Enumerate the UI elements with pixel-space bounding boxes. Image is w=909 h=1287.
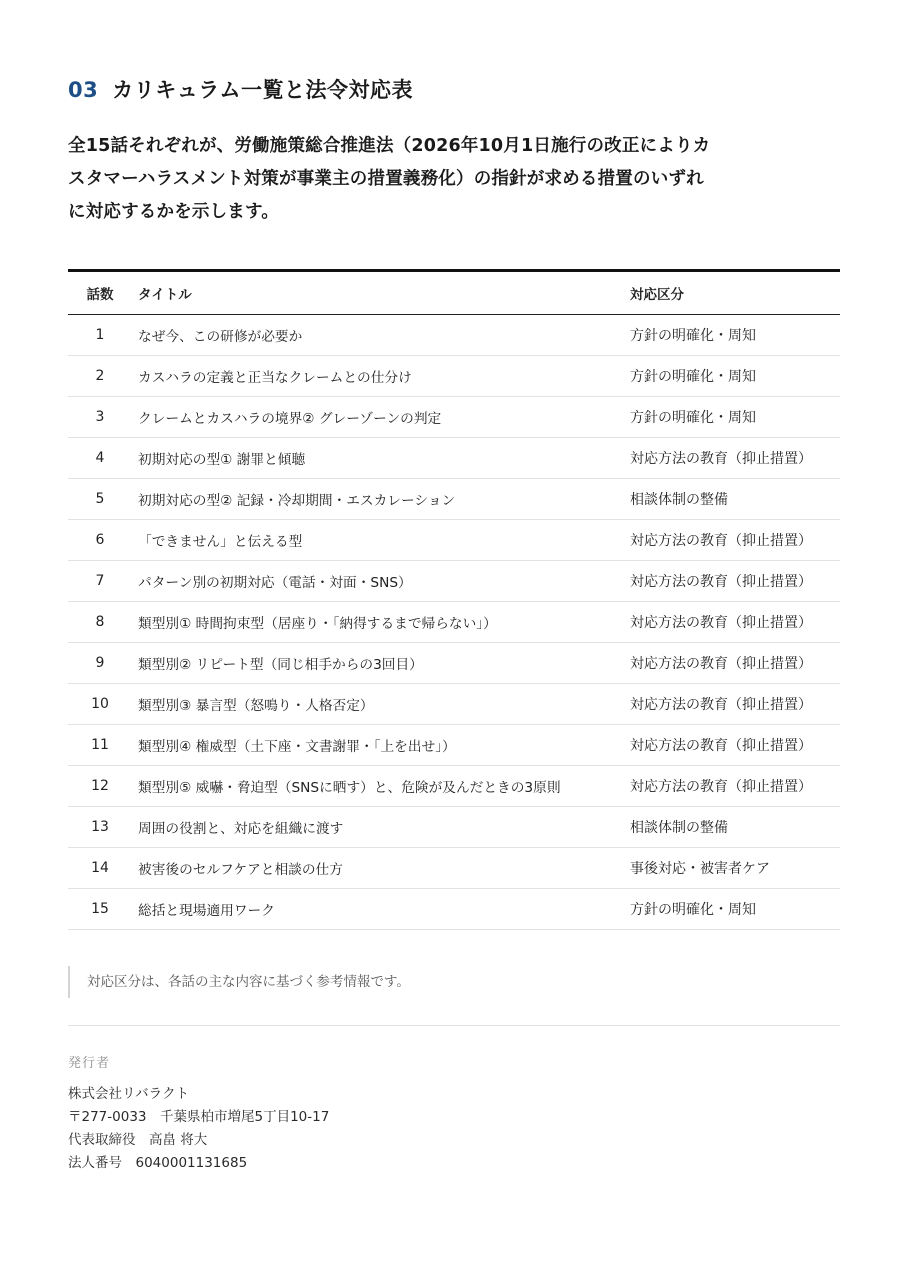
- episode-number-cell: 6: [68, 520, 132, 561]
- episode-number-cell: 4: [68, 438, 132, 479]
- table-row: [68, 561, 840, 602]
- category-cell: 方針の明確化・周知: [630, 397, 840, 438]
- episode-title-cell: 被害後のセルフケアと相談の仕方: [132, 848, 630, 889]
- episode-number-cell: 11: [68, 725, 132, 766]
- episode-title-cell: 類型別④ 権威型（土下座・文書謝罪・「上を出せ」）: [132, 725, 630, 766]
- episode-title-cell: 初期対応の型① 謝罪と傾聴: [132, 438, 630, 479]
- episode-title-cell: クレームとカスハラの境界② グレーゾーンの判定: [132, 397, 630, 438]
- table-header-row: [68, 271, 840, 315]
- episode-title-cell: 「できません」と伝える型: [132, 520, 630, 561]
- table-row: [68, 684, 840, 725]
- publisher-corporate-number: 法人番号 6040001131685: [68, 1155, 248, 1171]
- header-title: タイトル: [132, 271, 630, 315]
- episode-title-cell: 周囲の役割と、対応を組織に渡す: [132, 807, 630, 848]
- episode-title-cell: 類型別③ 暴言型（怒鳴り・人格否定）: [132, 684, 630, 725]
- category-cell: 対応方法の教育（抑止措置）: [630, 643, 840, 684]
- table-row: [68, 438, 840, 479]
- episode-number-cell: 3: [68, 397, 132, 438]
- section-number: 03: [68, 78, 99, 102]
- publisher-info: [68, 1083, 329, 1175]
- table-row: [68, 643, 840, 684]
- episode-title-cell: 類型別⑤ 威嚇・脅迫型（SNSに晒す）と、危険が及んだときの3原則: [132, 766, 630, 807]
- table-body: [68, 315, 840, 930]
- table-row: [68, 479, 840, 520]
- table-note: 対応区分は、各話の主な内容に基づく参考情報です。: [68, 966, 410, 998]
- table-row: [68, 848, 840, 889]
- episode-title-cell: パターン別の初期対応（電話・対面・SNS）: [132, 561, 630, 602]
- table-row: [68, 807, 840, 848]
- category-cell: 対応方法の教育（抑止措置）: [630, 602, 840, 643]
- episode-number-cell: 2: [68, 356, 132, 397]
- table-row: [68, 889, 840, 930]
- intro-line: に対応するかを示します。: [68, 202, 279, 222]
- episode-number-cell: 7: [68, 561, 132, 602]
- intro-line: 全15話それぞれが、労働施策総合推進法（2026年10月1日施行の改正によりカ: [68, 136, 711, 156]
- episode-number-cell: 8: [68, 602, 132, 643]
- intro-paragraph: [68, 130, 748, 229]
- section-heading: [68, 74, 413, 104]
- category-cell: 相談体制の整備: [630, 479, 840, 520]
- episode-title-cell: 類型別① 時間拘束型（居座り・「納得するまで帰らない」）: [132, 602, 630, 643]
- table-row: [68, 602, 840, 643]
- category-cell: 方針の明確化・周知: [630, 356, 840, 397]
- category-cell: 相談体制の整備: [630, 807, 840, 848]
- episode-number-cell: 9: [68, 643, 132, 684]
- table-row: [68, 315, 840, 356]
- table-row: [68, 520, 840, 561]
- category-cell: 方針の明確化・周知: [630, 889, 840, 930]
- episode-title-cell: 類型別② リピート型（同じ相手からの3回目）: [132, 643, 630, 684]
- header-category: 対応区分: [630, 271, 840, 315]
- section-title: カリキュラム一覧と法令対応表: [112, 78, 414, 102]
- publisher-representative: 代表取締役 高畠 将大: [68, 1132, 208, 1148]
- episode-number-cell: 10: [68, 684, 132, 725]
- episode-number-cell: 14: [68, 848, 132, 889]
- episode-number-cell: 12: [68, 766, 132, 807]
- publisher-address: 〒277-0033 千葉県柏市増尾5丁目10-17: [68, 1109, 330, 1125]
- intro-line: スタマーハラスメント対策が事業主の措置義務化）の指針が求める措置のいずれ: [68, 169, 704, 189]
- table-row: [68, 766, 840, 807]
- episode-number-cell: 13: [68, 807, 132, 848]
- publisher-company: 株式会社リバラクト: [68, 1086, 190, 1102]
- episode-title-cell: なぜ今、この研修が必要か: [132, 315, 630, 356]
- episode-number-cell: 5: [68, 479, 132, 520]
- category-cell: 対応方法の教育（抑止措置）: [630, 520, 840, 561]
- category-cell: 対応方法の教育（抑止措置）: [630, 725, 840, 766]
- episode-title-cell: 初期対応の型② 記録・冷却期間・エスカレーション: [132, 479, 630, 520]
- table-row: [68, 397, 840, 438]
- category-cell: 方針の明確化・周知: [630, 315, 840, 356]
- category-cell: 対応方法の教育（抑止措置）: [630, 766, 840, 807]
- episode-number-cell: 15: [68, 889, 132, 930]
- episode-title-cell: カスハラの定義と正当なクレームとの仕分け: [132, 356, 630, 397]
- table-row: [68, 356, 840, 397]
- header-episode-number: 話数: [68, 271, 132, 315]
- episode-title-cell: 総括と現場適用ワーク: [132, 889, 630, 930]
- category-cell: 対応方法の教育（抑止措置）: [630, 438, 840, 479]
- curriculum-table: [68, 269, 840, 930]
- divider: [68, 1025, 840, 1026]
- category-cell: 対応方法の教育（抑止措置）: [630, 561, 840, 602]
- publisher-label: 発行者: [68, 1056, 111, 1071]
- table-row: [68, 725, 840, 766]
- episode-number-cell: 1: [68, 315, 132, 356]
- category-cell: 事後対応・被害者ケア: [630, 848, 840, 889]
- category-cell: 対応方法の教育（抑止措置）: [630, 684, 840, 725]
